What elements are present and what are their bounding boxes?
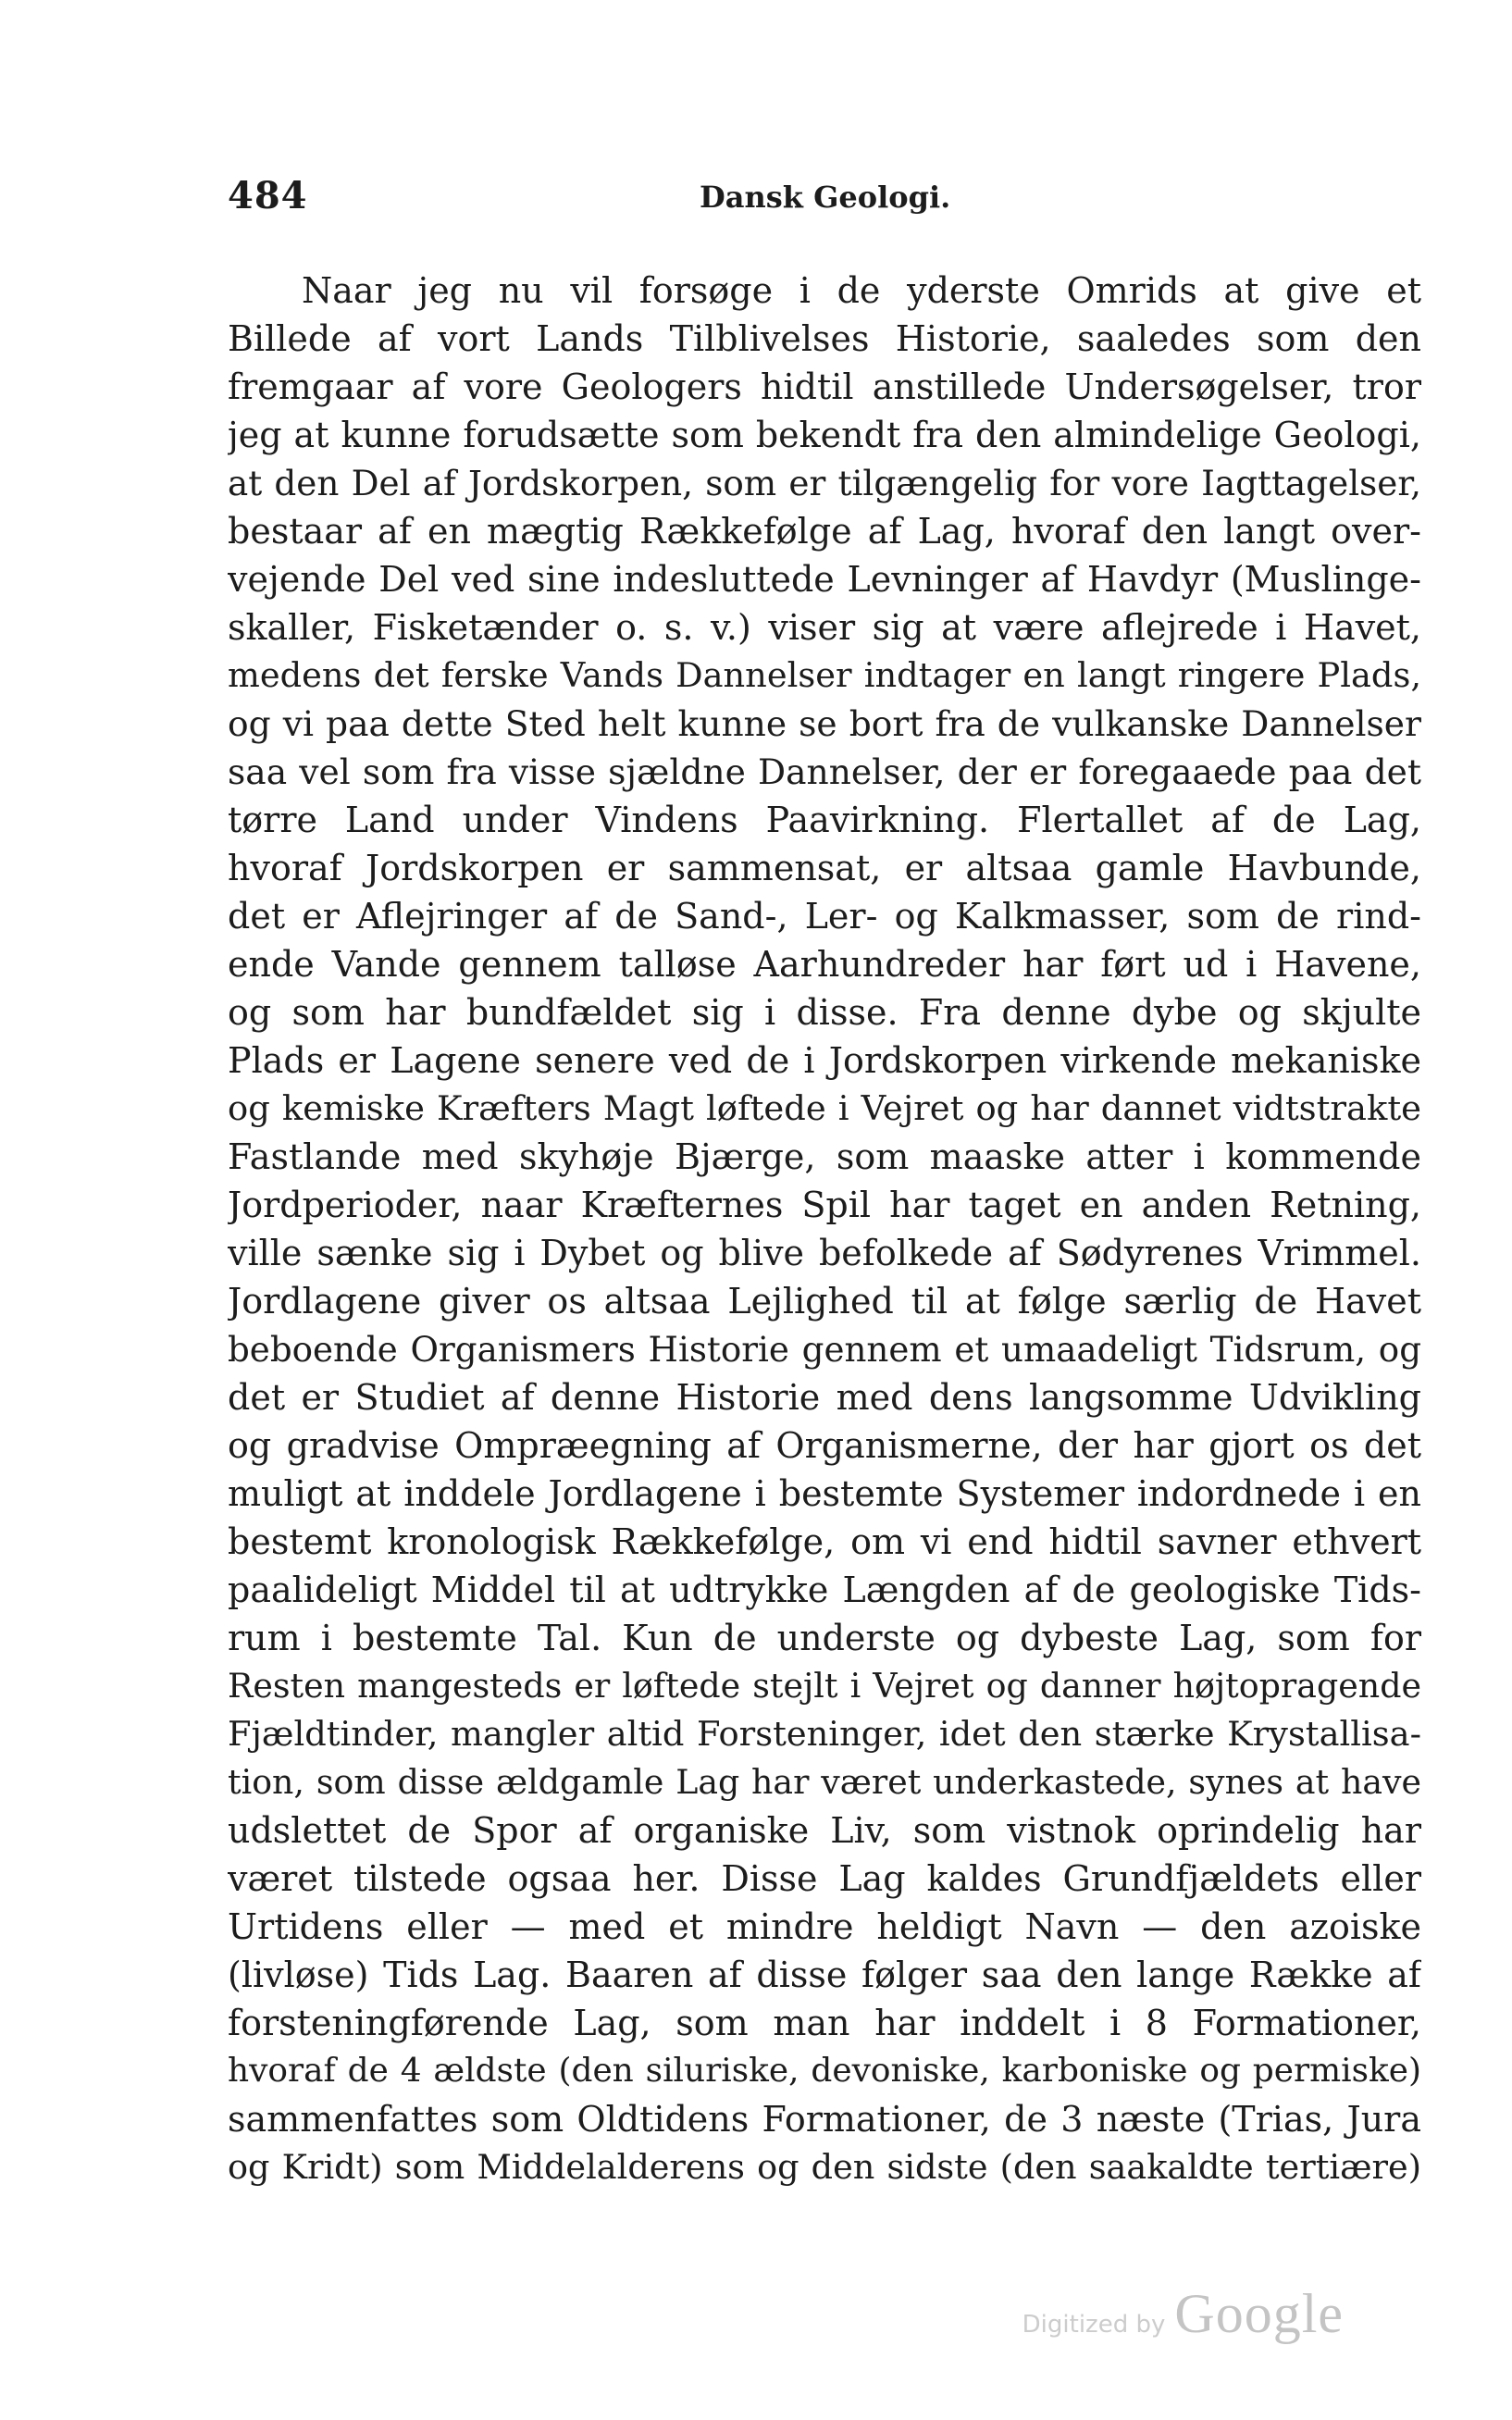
text-line: rum i bestemte Tal. Kun de underste og dybeste Lag, som for <box>228 1618 1421 1658</box>
text-line: tion, som disse ældgamle Lag har været underkastede, synes at have <box>228 1762 1421 1802</box>
text-line: skaller, Fisketænder o. s. v.) viser sig at være aflejrede i Havet, <box>228 607 1421 648</box>
page-header <box>228 174 1421 230</box>
text-line: medens det ferske Vands Dannelser indtager en langt ringere Plads, <box>228 655 1421 695</box>
text-line: (livløse) Tids Lag. Baaren af disse følger saa den lange Række af <box>228 1955 1421 1995</box>
google-logo: Google <box>1174 2283 1344 2344</box>
text-line: at den Del af Jordskorpen, som er tilgængelig for vore Iagttagelser, <box>228 463 1421 503</box>
digitized-watermark <box>1022 2282 1344 2346</box>
text-line: muligt at inddele Jordlagene i bestemte Systemer indordnede i en <box>228 1473 1421 1514</box>
watermark-digitized-by: Digitized by <box>1022 2311 1166 2339</box>
text-line: Urtidens eller — med et mindre heldigt Navn — den azoiske <box>228 1906 1421 1947</box>
text-line: paalideligt Middel til at udtrykke Længden af de geologiske Tids- <box>228 1570 1421 1610</box>
text-line: det er Aflejringer af de Sand-, Ler- og Kalkmasser, som de rind- <box>228 896 1421 937</box>
text-line: og gradvise Ompræegning af Organismerne, der har gjort os det <box>228 1425 1421 1466</box>
text-line: vejende Del ved sine indesluttede Levninger af Havdyr (Muslinge- <box>228 559 1421 600</box>
text-line: Jordlagene giver os altsaa Lejlighed til at følge særlig de Havet <box>228 1281 1421 1322</box>
text-line: sammenfattes som Oldtidens Formationer, de 3 næste (Trias, Jura <box>228 2099 1421 2140</box>
text-line: Naar jeg nu vil forsøge i de yderste Omrids at give et <box>302 270 1421 311</box>
text-line: forsteningførende Lag, som man har inddelt i 8 Formationer, <box>228 2003 1421 2043</box>
text-line: Fastlande med skyhøje Bjærge, som maaske atter i kommende <box>228 1136 1421 1177</box>
text-line: Jordperioder, naar Kræfternes Spil har taget en anden Retning, <box>228 1185 1421 1225</box>
text-line: og Kridt) som Middelalderens og den sidste (den saakaldte tertiære) <box>228 2147 1421 2187</box>
body-paragraph <box>228 267 1421 2191</box>
text-line: og vi paa dette Sted helt kunne se bort fra de vulkanske Dannelser <box>228 703 1421 744</box>
text-line: udslettet de Spor af organiske Liv, som vistnok oprindelig har <box>228 1810 1421 1851</box>
text-line: det er Studiet af denne Historie med dens langsomme Udvikling <box>228 1377 1421 1418</box>
page-number: 484 <box>228 174 308 217</box>
text-line: Billede af vort Lands Tilblivelses Historie, saaledes som den <box>228 318 1421 359</box>
text-line: og som har bundfældet sig i disse. Fra denne dybe og skjulte <box>228 992 1421 1033</box>
text-line: jeg at kunne forudsætte som bekendt fra den almindelige Geologi, <box>228 415 1421 455</box>
text-line: Resten mangesteds er løftede stejlt i Vejret og danner højtopragende <box>228 1666 1421 1706</box>
text-line: ende Vande gennem talløse Aarhundreder har ført ud i Havene, <box>228 944 1421 985</box>
text-line: tørre Land under Vindens Paavirkning. Flertallet af de Lag, <box>228 800 1421 840</box>
text-line: saa vel som fra visse sjældne Dannelser, der er foregaaede paa det <box>228 751 1421 792</box>
text-line: hvoraf Jordskorpen er sammensat, er altsaa gamle Havbunde, <box>228 848 1421 888</box>
running-title: Dansk Geologi. <box>700 180 951 215</box>
text-line: bestaar af en mægtig Rækkefølge af Lag, hvoraf den langt over- <box>228 511 1421 552</box>
text-line: hvoraf de 4 ældste (den siluriske, devoniske, karboniske og permiske) <box>228 2052 1421 2090</box>
text-line: ville sænke sig i Dybet og blive befolkede af Sødyrenes Vrimmel. <box>228 1233 1421 1273</box>
text-line: og kemiske Kræfters Magt løftede i Vejret og har dannet vidtstrakte <box>228 1088 1421 1128</box>
text-line: været tilstede ogsaa her. Disse Lag kaldes Grundfjældets eller <box>228 1858 1421 1899</box>
text-line: Fjældtinder, mangler altid Forsteninger, idet den stærke Krystallisa- <box>228 1714 1421 1754</box>
text-line: fremgaar af vore Geologers hidtil anstillede Undersøgelser, tror <box>228 366 1421 407</box>
text-line: bestemt kronologisk Rækkefølge, om vi end hidtil savner ethvert <box>228 1521 1421 1562</box>
text-line: Plads er Lagene senere ved de i Jordskorpen virkende mekaniske <box>228 1040 1421 1081</box>
text-line: beboende Organismers Historie gennem et umaadeligt Tidsrum, og <box>228 1329 1421 1370</box>
